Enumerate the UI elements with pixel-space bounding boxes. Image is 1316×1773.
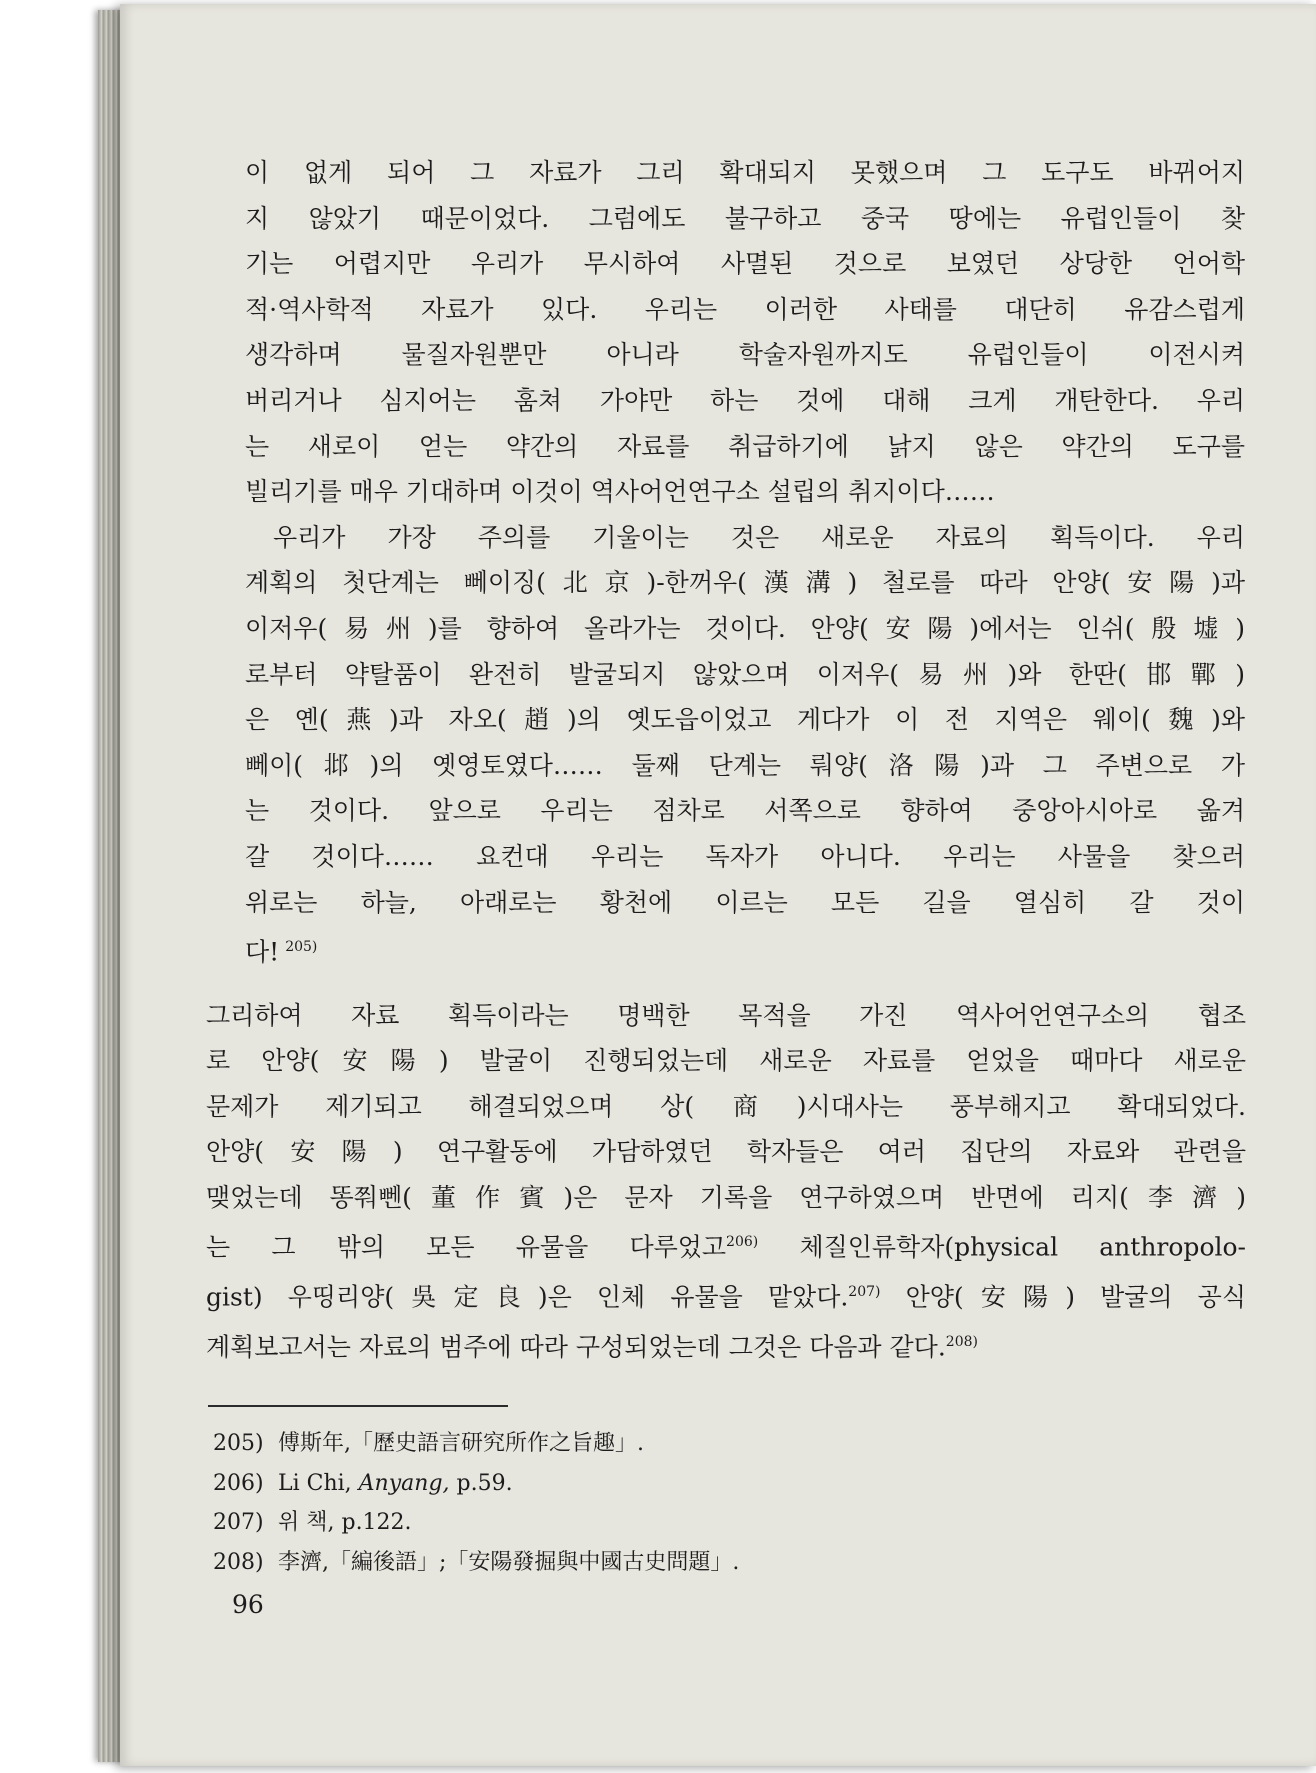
quote-line: 로부터 약탈품이 완전히 발굴되지 않았으며 이저우(易州)와 한딴(邯鄲) [245, 659, 1245, 689]
quote-line: 빌리기를 매우 기대하며 이것이 역사어언연구소 설립의 취지이다…… [245, 477, 995, 507]
quote-line: 이저우(易州)를 향하여 올라가는 것이다. 안양(安陽)에서는 인쉬(殷墟) [245, 613, 1245, 643]
quote-last-line [245, 925, 1245, 975]
footnote-206 [213, 1464, 1113, 1504]
quote-line: 계획의 첫단계는 뻬이징(北京)-한꺼우(漢溝) 철로를 따라 안양(安陽)과 [245, 568, 1245, 598]
footnote-205 [213, 1424, 1113, 1464]
quote-line: 우리가 가장 주의를 기울이는 것은 새로운 자료의 획득이다. 우리 [273, 522, 1245, 552]
main-line: 그리하여 자료 획득이라는 명백한 목적을 가진 역사어언연구소의 협조 [206, 1001, 1246, 1030]
footnote-text: 李濟,「編後語」;「安陽發掘與中國古史問題」. [278, 1549, 740, 1575]
quote-line: 뻬이(邶)의 옛영토였다…… 둘째 단계는 뤄양(洛陽)과 그 주변으로 가 [245, 750, 1245, 780]
quote-line: 는 것이다. 앞으로 우리는 점차로 서쪽으로 향하여 중앙아시아로 옮겨 [245, 796, 1245, 826]
quote-line: 생각하며 물질자원뿐만 아니라 학술자원까지도 유럽인들이 이전시켜 [245, 340, 1245, 370]
footnote-text: Li Chi, [278, 1470, 359, 1496]
main-line-text: 계획보고서는 자료의 범주에 따라 구성되었는데 그것은 다음과 같다. [206, 1331, 946, 1361]
quote-last-text: 다! [245, 937, 280, 967]
footnote-207 [213, 1503, 1113, 1543]
main-line [206, 1320, 1246, 1370]
footnote-divider [208, 1405, 508, 1407]
quote-line: 적·역사학적 자료가 있다. 우리는 이러한 사태를 대단히 유감스럽게 [245, 294, 1245, 324]
footnote-number: 205) [213, 1431, 264, 1456]
footnote-text: 傅斯年,「歷史語言研究所作之旨趣」. [278, 1431, 644, 1456]
main-line: 맺었는데 똥쭤뻰(董作賓)은 문자 기록을 연구하였으며 반면에 리지(李濟) [206, 1182, 1246, 1212]
main-line-text: 안양(安陽) 발굴의 공식 [880, 1282, 1246, 1312]
footnote-text: 위 책, p.122. [278, 1510, 412, 1535]
main-line-text: 체질인류학자(physical anthropolo- [758, 1232, 1246, 1262]
footnote-number: 206) [213, 1470, 264, 1496]
quote-line: 지 않았기 때문이었다. 그럼에도 불구하고 중국 땅에는 유럽인들이 찾 [245, 203, 1245, 233]
quote-line: 갈 것이다…… 요컨대 우리는 독자가 아니다. 우리는 사물을 찾으러 [245, 841, 1245, 871]
footnote-title: Anyang, [358, 1470, 450, 1496]
main-paragraph [206, 993, 1246, 1369]
main-line: 문제가 제기되고 해결되었으며 상(商)시대사는 풍부해지고 확대되었다. [206, 1091, 1246, 1121]
footnote-ref-208: 208) [945, 1333, 978, 1350]
main-line [206, 1270, 1246, 1320]
quote-line: 위로는 하늘, 아래로는 황천에 이르는 모든 길을 열심히 갈 것이 [245, 887, 1245, 917]
main-line [206, 1220, 1246, 1270]
footnote-number: 208) [213, 1549, 264, 1575]
footnote-ref-205: 205) [285, 939, 318, 956]
quote-line: 은 옌(燕)과 자오(趙)의 옛도읍이었고 게다가 이 전 지역은 웨이(魏)와 [245, 705, 1245, 735]
footnotes [213, 1424, 1113, 1582]
footnote-ref-206: 206) [726, 1234, 759, 1251]
main-line: 안양(安陽) 연구활동에 가담하였던 학자들은 여러 집단의 자료와 관련을 [206, 1137, 1246, 1167]
quote-line: 는 새로이 얻는 약간의 자료를 취급하기에 낡지 않은 약간의 도구를 [245, 431, 1245, 461]
main-line-text: gist) 우띵리양(吳定良)은 인체 유물을 맡았다. [206, 1282, 849, 1312]
footnote-text: p.59. [449, 1470, 513, 1496]
footnote-208 [213, 1543, 1113, 1583]
footnote-ref-207: 207) [848, 1283, 881, 1300]
quote-line: 기는 어렵지만 우리가 무시하여 사멸된 것으로 보였던 상당한 언어학 [245, 249, 1245, 279]
main-line-text: 는 그 밖의 모든 유물을 다루었고 [206, 1232, 727, 1262]
quote-line: 버리거나 심지어는 훔쳐 가야만 하는 것에 대해 크게 개탄한다. 우리 [245, 385, 1245, 415]
footnote-number: 207) [213, 1510, 264, 1535]
main-line: 로 안양(安陽) 발굴이 진행되었는데 새로운 자료를 얻었을 때마다 새로운 [206, 1046, 1246, 1076]
quote-line: 이 없게 되어 그 자료가 그리 확대되지 못했으며 그 도구도 바뀌어지 [245, 158, 1245, 187]
page-number: 96 [232, 1590, 264, 1619]
block-quote [245, 150, 1245, 975]
